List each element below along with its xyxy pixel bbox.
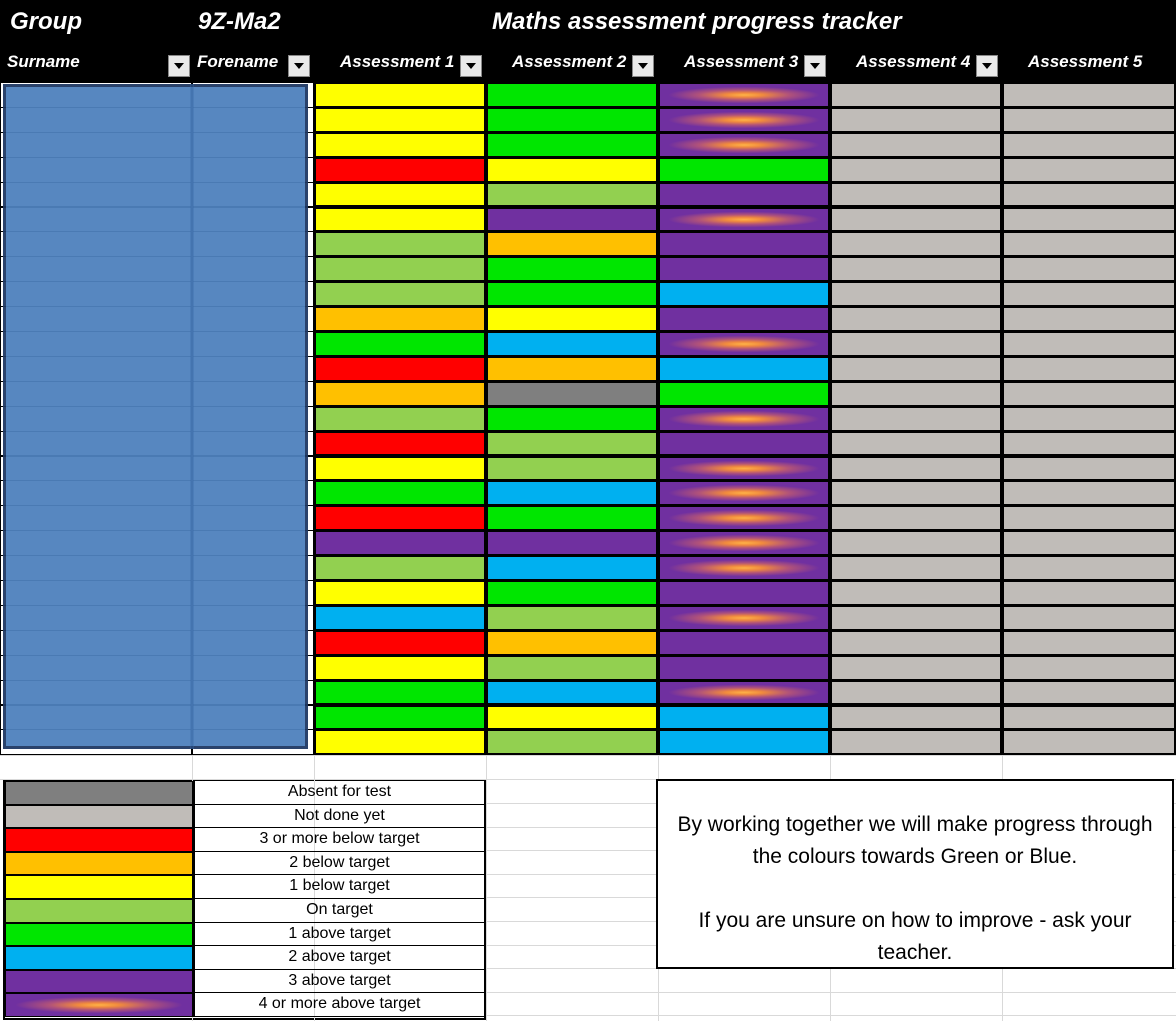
legend-label-one-above: 1 above target (193, 923, 484, 947)
assessment-3-cell[interactable] (658, 431, 830, 457)
assessment-3-cell[interactable] (658, 356, 830, 382)
group-label: Group (10, 8, 82, 35)
assessment-4-cell[interactable] (830, 157, 1002, 183)
assessment-2-cell[interactable] (486, 480, 658, 506)
assessment-5-cell[interactable] (1002, 530, 1176, 556)
assessment-3-filter-dropdown[interactable] (804, 55, 826, 77)
assessment-4-cell[interactable] (830, 381, 1002, 407)
surname-filter-dropdown[interactable] (168, 55, 190, 77)
assessment-2-cell[interactable] (486, 107, 658, 133)
assessment-1-cell[interactable] (314, 157, 486, 183)
legend-swatch-on-target (5, 899, 193, 923)
assessment-2-header: Assessment 2 (512, 52, 627, 71)
legend-swatch-four-above (5, 993, 193, 1017)
assessment-1-cell[interactable] (314, 705, 486, 731)
assessment-4-cell[interactable] (830, 406, 1002, 432)
assessment-4-cell[interactable] (830, 231, 1002, 257)
assessment-1-cell[interactable] (314, 356, 486, 382)
chevron-down-icon (638, 63, 648, 69)
legend-swatch-two-below (5, 852, 193, 876)
assessment-3-cell[interactable] (658, 207, 830, 233)
assessment-3-cell[interactable] (658, 331, 830, 357)
chevron-down-icon (294, 63, 304, 69)
chevron-down-icon (174, 63, 184, 69)
assessment-1-cell[interactable] (314, 381, 486, 407)
assessment-3-cell[interactable] (658, 680, 830, 706)
legend-swatch-three-above (5, 970, 193, 994)
assessment-5-cell[interactable] (1002, 680, 1176, 706)
assessment-3-cell[interactable] (658, 306, 830, 332)
assessment-1-cell[interactable] (314, 132, 486, 158)
assessment-4-cell[interactable] (830, 207, 1002, 233)
assessment-1-cell[interactable] (314, 431, 486, 457)
assessment-3-cell[interactable] (658, 107, 830, 133)
spreadsheet-gridline (486, 1015, 1176, 1016)
assessment-4-cell[interactable] (830, 705, 1002, 731)
assessment-5-cell[interactable] (1002, 580, 1176, 606)
page-title: Maths assessment progress tracker (492, 8, 902, 35)
assessment-3-cell[interactable] (658, 82, 830, 108)
assessment-2-cell[interactable] (486, 207, 658, 233)
assessment-4-cell[interactable] (830, 729, 1002, 755)
assessment-5-cell[interactable] (1002, 381, 1176, 407)
assessment-4-cell[interactable] (830, 655, 1002, 681)
assessment-4-cell[interactable] (830, 182, 1002, 208)
legend-swatch-absent (5, 781, 193, 805)
assessment-3-cell[interactable] (658, 655, 830, 681)
assessment-2-cell[interactable] (486, 605, 658, 631)
legend-swatch-two-above (5, 946, 193, 970)
assessment-1-cell[interactable] (314, 680, 486, 706)
assessment-1-cell[interactable] (314, 207, 486, 233)
legend-label-two-below: 2 below target (193, 852, 484, 876)
assessment-5-cell[interactable] (1002, 256, 1176, 282)
assessment-1-filter-dropdown[interactable] (460, 55, 482, 77)
assessment-2-cell[interactable] (486, 231, 658, 257)
assessment-5-cell[interactable] (1002, 705, 1176, 731)
assessment-4-cell[interactable] (830, 630, 1002, 656)
assessment-2-cell[interactable] (486, 630, 658, 656)
assessment-5-cell[interactable] (1002, 157, 1176, 183)
forename-header: Forename (197, 52, 279, 71)
assessment-5-cell[interactable] (1002, 505, 1176, 531)
assessment-1-cell[interactable] (314, 256, 486, 282)
assessment-3-cell[interactable] (658, 505, 830, 531)
assessment-4-cell[interactable] (830, 281, 1002, 307)
chevron-down-icon (466, 63, 476, 69)
assessment-1-cell[interactable] (314, 655, 486, 681)
assessment-5-cell[interactable] (1002, 306, 1176, 332)
forename-filter-dropdown[interactable] (288, 55, 310, 77)
assessment-1-cell[interactable] (314, 82, 486, 108)
assessment-3-cell[interactable] (658, 157, 830, 183)
message-line-1: By working together we will make progress through the colours towards Green or Blue. (677, 813, 1153, 868)
assessment-2-cell[interactable] (486, 655, 658, 681)
assessment-1-cell[interactable] (314, 456, 486, 482)
assessment-1-cell[interactable] (314, 231, 486, 257)
assessment-3-cell[interactable] (658, 281, 830, 307)
assessment-1-cell[interactable] (314, 406, 486, 432)
assessment-5-cell[interactable] (1002, 356, 1176, 382)
assessment-4-cell[interactable] (830, 107, 1002, 133)
assessment-5-cell[interactable] (1002, 182, 1176, 208)
legend-swatch-not-done (5, 805, 193, 829)
assessment-5-cell[interactable] (1002, 231, 1176, 257)
legend-label-four-above: 4 or more above target (193, 993, 484, 1017)
assessment-4-cell[interactable] (830, 132, 1002, 158)
assessment-4-cell[interactable] (830, 306, 1002, 332)
assessment-4-cell[interactable] (830, 331, 1002, 357)
assessment-1-cell[interactable] (314, 281, 486, 307)
assessment-3-cell[interactable] (658, 406, 830, 432)
assessment-3-cell[interactable] (658, 705, 830, 731)
assessment-3-cell[interactable] (658, 605, 830, 631)
legend-swatch-three-below (5, 828, 193, 852)
assessment-2-cell[interactable] (486, 182, 658, 208)
assessment-1-cell[interactable] (314, 107, 486, 133)
assessment-2-cell[interactable] (486, 256, 658, 282)
assessment-4-cell[interactable] (830, 680, 1002, 706)
assessment-5-cell[interactable] (1002, 655, 1176, 681)
chevron-down-icon (982, 63, 992, 69)
legend-swatch-one-below (5, 875, 193, 899)
assessment-1-cell[interactable] (314, 306, 486, 332)
assessment-3-cell[interactable] (658, 530, 830, 556)
assessment-2-cell[interactable] (486, 431, 658, 457)
spreadsheet-gridline (486, 755, 487, 1021)
group-value: 9Z-Ma2 (198, 8, 281, 35)
assessment-1-cell[interactable] (314, 530, 486, 556)
assessment-2-cell[interactable] (486, 456, 658, 482)
assessment-2-cell[interactable] (486, 82, 658, 108)
assessment-4-cell[interactable] (830, 431, 1002, 457)
assessment-5-cell[interactable] (1002, 555, 1176, 581)
assessment-2-cell[interactable] (486, 705, 658, 731)
assessment-2-cell[interactable] (486, 157, 658, 183)
assessment-5-cell[interactable] (1002, 729, 1176, 755)
assessment-4-cell[interactable] (830, 605, 1002, 631)
assessment-5-cell[interactable] (1002, 456, 1176, 482)
redaction-column-divider (190, 84, 194, 749)
legend-label-on-target: On target (193, 899, 484, 923)
assessment-4-header: Assessment 4 (856, 52, 971, 71)
assessment-5-cell[interactable] (1002, 630, 1176, 656)
assessment-2-cell[interactable] (486, 306, 658, 332)
assessment-1-cell[interactable] (314, 331, 486, 357)
assessment-3-cell[interactable] (658, 132, 830, 158)
legend-label-two-above: 2 above target (193, 946, 484, 970)
assessment-1-cell[interactable] (314, 630, 486, 656)
assessment-3-cell[interactable] (658, 480, 830, 506)
assessment-3-cell[interactable] (658, 580, 830, 606)
assessment-2-cell[interactable] (486, 381, 658, 407)
assessment-4-cell[interactable] (830, 480, 1002, 506)
assessment-4-filter-dropdown[interactable] (976, 55, 998, 77)
assessment-1-cell[interactable] (314, 580, 486, 606)
assessment-5-cell[interactable] (1002, 480, 1176, 506)
assessment-2-cell[interactable] (486, 680, 658, 706)
spreadsheet-gridline (0, 755, 1176, 756)
assessment-2-cell[interactable] (486, 406, 658, 432)
legend-label-three-below: 3 or more below target (193, 828, 484, 852)
assessment-1-cell[interactable] (314, 505, 486, 531)
assessment-2-filter-dropdown[interactable] (632, 55, 654, 77)
assessment-4-cell[interactable] (830, 82, 1002, 108)
assessment-5-cell[interactable] (1002, 82, 1176, 108)
legend-label-absent: Absent for test (193, 781, 484, 805)
assessment-3-cell[interactable] (658, 256, 830, 282)
assessment-4-cell[interactable] (830, 530, 1002, 556)
assessment-3-cell[interactable] (658, 456, 830, 482)
encouragement-message-box (656, 779, 1174, 969)
legend-label-not-done: Not done yet (193, 805, 484, 829)
legend-label-three-above: 3 above target (193, 970, 484, 994)
assessment-5-cell[interactable] (1002, 605, 1176, 631)
name-redaction-panel (3, 84, 308, 749)
assessment-2-cell[interactable] (486, 729, 658, 755)
assessment-2-cell[interactable] (486, 356, 658, 382)
assessment-3-cell[interactable] (658, 182, 830, 208)
assessment-4-cell[interactable] (830, 505, 1002, 531)
assessment-5-cell[interactable] (1002, 406, 1176, 432)
assessment-3-cell[interactable] (658, 231, 830, 257)
assessment-5-cell[interactable] (1002, 207, 1176, 233)
assessment-4-cell[interactable] (830, 580, 1002, 606)
assessment-1-cell[interactable] (314, 605, 486, 631)
assessment-1-header: Assessment 1 (340, 52, 455, 71)
surname-header: Surname (7, 52, 80, 71)
assessment-5-cell[interactable] (1002, 431, 1176, 457)
assessment-5-cell[interactable] (1002, 107, 1176, 133)
assessment-1-cell[interactable] (314, 182, 486, 208)
assessment-1-cell[interactable] (314, 729, 486, 755)
assessment-2-cell[interactable] (486, 281, 658, 307)
legend-swatch-one-above (5, 923, 193, 947)
assessment-2-cell[interactable] (486, 530, 658, 556)
assessment-3-header: Assessment 3 (684, 52, 799, 71)
assessment-4-cell[interactable] (830, 356, 1002, 382)
assessment-2-cell[interactable] (486, 580, 658, 606)
assessment-4-cell[interactable] (830, 555, 1002, 581)
legend-label-one-below: 1 below target (193, 875, 484, 899)
assessment-5-cell[interactable] (1002, 281, 1176, 307)
assessment-2-cell[interactable] (486, 505, 658, 531)
assessment-1-cell[interactable] (314, 555, 486, 581)
assessment-5-cell[interactable] (1002, 132, 1176, 158)
chevron-down-icon (810, 63, 820, 69)
assessment-1-cell[interactable] (314, 480, 486, 506)
assessment-4-cell[interactable] (830, 256, 1002, 282)
assessment-3-cell[interactable] (658, 555, 830, 581)
assessment-5-cell[interactable] (1002, 331, 1176, 357)
message-line-2: If you are unsure on how to improve - ask your teacher. (698, 909, 1132, 964)
assessment-2-cell[interactable] (486, 132, 658, 158)
assessment-2-cell[interactable] (486, 555, 658, 581)
assessment-3-cell[interactable] (658, 729, 830, 755)
assessment-4-cell[interactable] (830, 456, 1002, 482)
assessment-3-cell[interactable] (658, 630, 830, 656)
assessment-2-cell[interactable] (486, 331, 658, 357)
assessment-3-cell[interactable] (658, 381, 830, 407)
spreadsheet-gridline (486, 992, 1176, 993)
assessment-5-header: Assessment 5 (1028, 52, 1143, 71)
